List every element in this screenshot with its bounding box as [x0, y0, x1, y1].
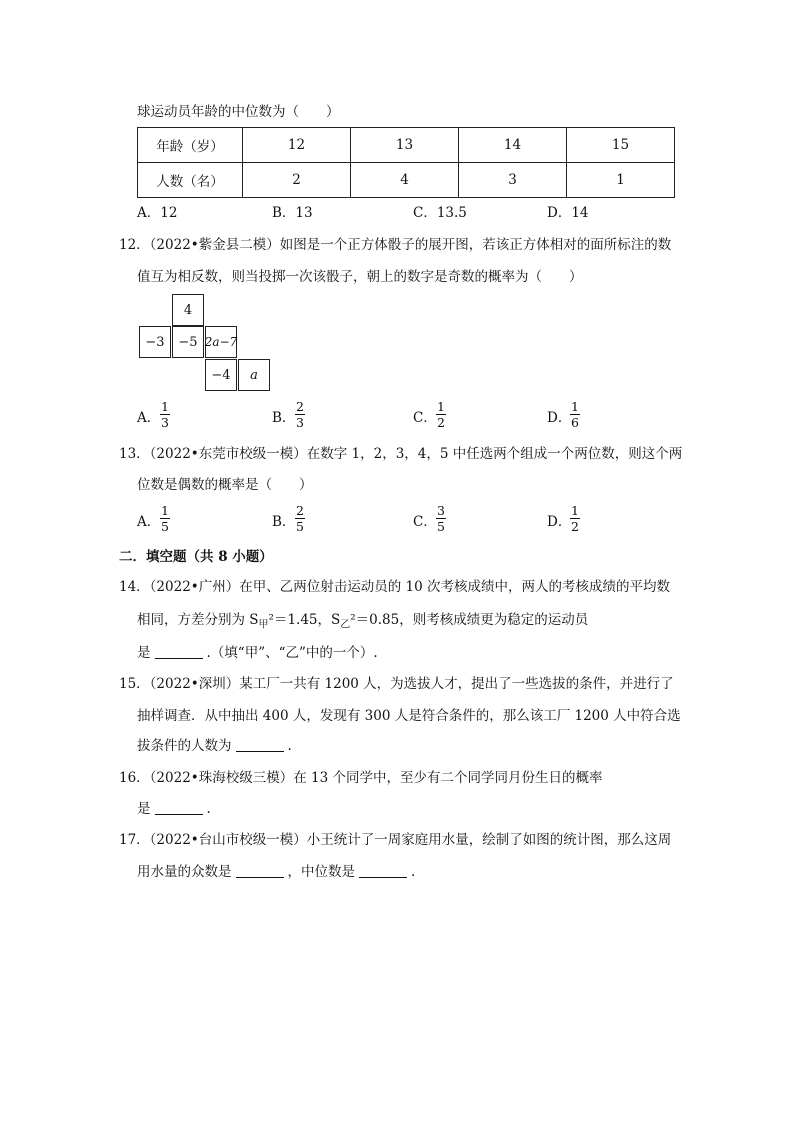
fraction-denominator: 3 [161, 415, 169, 430]
fraction-denominator: 3 [296, 415, 304, 430]
q11-option-c: C．13.5 [413, 205, 467, 221]
table-cell: 15 [567, 128, 675, 163]
fraction-numerator: 1 [437, 399, 445, 414]
q15-line1: 15．（2022•深圳）某工厂一共有 1200 人，为选拔人才，提出了一些选拔的条件，并进行了 [119, 676, 674, 692]
q15-text: 拔条件的人数为 [137, 738, 232, 754]
q16-line2 [137, 800, 211, 818]
q12-option-c-letter: C． [413, 410, 437, 426]
fraction-denominator: 2 [437, 415, 445, 430]
table-cell: 年龄（岁） [138, 128, 243, 163]
fraction-numerator: 3 [437, 503, 445, 518]
q14-line1: 14．（2022•广州）在甲、乙两位射击运动员的 10 次考核成绩中，两人的考核成绩的平均数 [119, 579, 671, 595]
q12-option-d-letter: D． [547, 410, 572, 426]
q15-text: . [287, 738, 292, 754]
answer-blank[interactable] [155, 800, 203, 815]
table-cell: 13 [351, 128, 459, 163]
q12-line1: 12．（2022•紫金县二模）如图是一个正方体骰子的展开图，若该正方体相对的面所标注的数 [119, 237, 672, 253]
table-cell: 人数（名） [138, 163, 243, 198]
table-row [138, 163, 675, 198]
q16-line1: 16．（2022•珠海校级三模）在 13 个同学中，至少有二个同学同月份生日的概率 [119, 770, 603, 786]
q14-subscript-jia: 甲 [258, 619, 269, 631]
q13-option-b-fraction [295, 504, 305, 533]
q11-option-b: B．13 [272, 205, 313, 221]
answer-blank[interactable] [236, 863, 284, 878]
net-cell: −3 [139, 326, 171, 358]
q13-line1: 13．（2022•东莞市校级一模）在数字 1，2，3，4，5 中任选两个组成一个两位数，则这个两 [119, 446, 683, 462]
q15-line2: 抽样调查．从中抽出 400 人，发现有 300 人是符合条件的，那么该工厂 1200 人中符合选 [137, 708, 681, 724]
q12-option-d-fraction [570, 400, 580, 429]
q14-text: ²＝0.85，则考核成绩更为稳定的运动员 [350, 612, 589, 628]
q16-text: . [206, 801, 211, 817]
fraction-denominator: 6 [571, 415, 579, 430]
fraction-denominator: 5 [296, 519, 304, 534]
fraction-numerator: 1 [161, 399, 169, 414]
fraction-numerator: 2 [296, 399, 304, 414]
fraction-numerator: 1 [571, 399, 579, 414]
q14-text: ²＝1.45，S [268, 612, 341, 628]
q11-option-a: A．12 [137, 205, 178, 221]
q17-text: . [411, 864, 416, 880]
q12-option-b-fraction [295, 400, 305, 429]
net-cell: −5 [172, 326, 204, 358]
q13-option-d-fraction [570, 504, 580, 533]
q12-line2: 值互为相反数，则当投掷一次该骰子，朝上的数字是奇数的概率为（ ） [137, 269, 583, 285]
q15-line3 [137, 737, 292, 755]
fraction-denominator: 5 [437, 519, 445, 534]
q17-line1: 17．（2022•台山市校级一模）小王统计了一周家庭用水量，绘制了如图的统计图，那么这周 [119, 832, 672, 848]
q14-line3 [137, 644, 378, 662]
q13-option-a-letter: A． [137, 514, 161, 530]
table-cell: 4 [351, 163, 459, 198]
q11-tail: 球运动员年龄的中位数为（ ） [137, 104, 340, 120]
q12-option-c-fraction [436, 400, 446, 429]
q14-text: 是 [137, 645, 151, 661]
table-cell: 1 [567, 163, 675, 198]
table-cell: 2 [243, 163, 351, 198]
table-cell: 3 [459, 163, 567, 198]
age-table [137, 127, 675, 198]
q17-text: ，中位数是 [287, 864, 355, 880]
table-row [138, 128, 675, 163]
q13-option-d-letter: D． [547, 514, 572, 530]
net-cell: −4 [205, 359, 237, 391]
net-cell: a [238, 359, 270, 391]
section-heading-fill-in: 二．填空题（共 8 小题） [119, 549, 273, 565]
q13-option-c-letter: C． [413, 514, 437, 530]
q13-line2: 位数是偶数的概率是（ ） [137, 477, 313, 493]
fraction-numerator: 1 [161, 503, 169, 518]
q13-option-c-fraction [436, 504, 446, 533]
fraction-numerator: 1 [571, 503, 579, 518]
answer-blank[interactable] [359, 863, 407, 878]
answer-blank[interactable] [155, 644, 203, 659]
q14-line2 [137, 611, 588, 635]
q12-option-a-letter: A． [137, 410, 161, 426]
answer-blank[interactable] [236, 737, 284, 752]
q14-text: 相同，方差分别为 S [137, 612, 259, 628]
fraction-denominator: 2 [571, 519, 579, 534]
q17-text: 用水量的众数是 [137, 864, 232, 880]
q12-option-b-letter: B． [272, 410, 296, 426]
q14-subscript-yi: 乙 [340, 619, 351, 631]
q11-option-d: D．14 [547, 205, 589, 221]
net-cell: 2a−7 [205, 326, 237, 358]
q14-text: .（填“甲”、“乙”中的一个）. [206, 645, 378, 661]
net-cell: 4 [172, 294, 204, 326]
q17-line2 [137, 863, 415, 881]
q12-option-a-fraction [160, 400, 170, 429]
fraction-numerator: 2 [296, 503, 304, 518]
table-cell: 14 [459, 128, 567, 163]
q13-option-a-fraction [160, 504, 170, 533]
table-cell: 12 [243, 128, 351, 163]
fraction-denominator: 5 [161, 519, 169, 534]
q16-text: 是 [137, 801, 151, 817]
q13-option-b-letter: B． [272, 514, 296, 530]
